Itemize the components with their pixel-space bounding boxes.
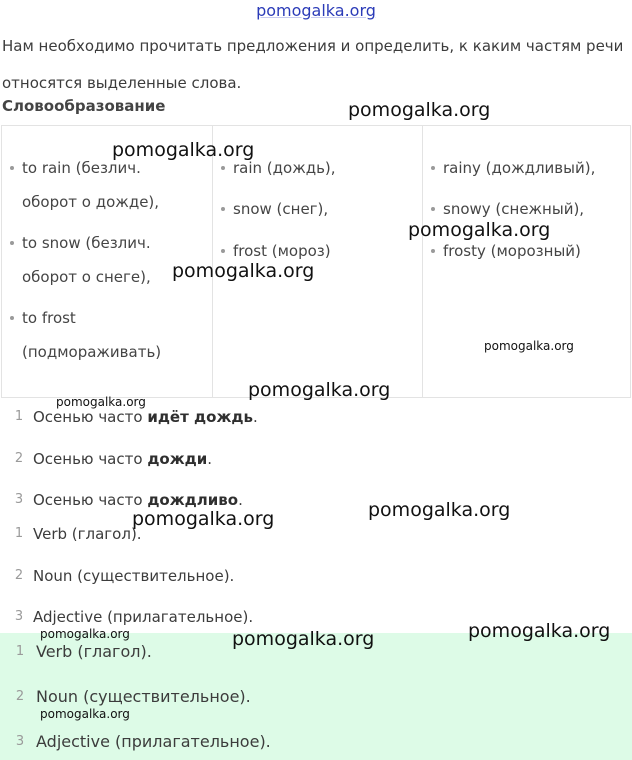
watermark: pomogalka.org [348,99,491,121]
watermark: pomogalka.org [132,508,275,530]
watermark: pomogalka.org [484,339,574,353]
list-item: frosty (морозный) [443,234,626,268]
highlighted-word: идёт дождь [147,408,253,426]
list-item: rain (дождь), [233,151,416,185]
item-number: 3 [14,492,24,507]
item-number: 1 [15,644,25,659]
watermark: pomogalka.org [408,219,551,241]
watermark: pomogalka.org [112,139,255,161]
answer-block: 1 Verb (глагол). 2 Noun (существительное). 3 Adjective (прилагательное). [0,633,632,760]
section-title: Словообразование [2,97,166,115]
item-number: 1 [14,409,24,424]
list-item: to rain (безлич. оборот о дожде), [22,151,206,219]
highlighted-word: дожди [147,450,208,468]
watermark: pomogalka.org [232,628,375,650]
item-number: 2 [15,689,25,704]
table-column-adjectives [422,126,632,397]
highlighted-word: дождливо [147,491,239,509]
watermark: pomogalka.org [40,627,130,641]
watermark: pomogalka.org [368,499,511,521]
list-item: to frost (подмораживать) [22,301,206,369]
list-item: snow (снег), [233,192,416,226]
item-number: 3 [14,609,24,624]
watermark: pomogalka.org [172,260,315,282]
list-item: to snow (безлич. оборот о снеге), [22,226,206,294]
list-item: rainy (дождливый), [443,151,626,185]
watermark: pomogalka.org [56,395,146,409]
watermark: pomogalka.org [248,379,391,401]
watermark: pomogalka.org [468,620,611,642]
item-number: 1 [14,526,24,541]
list-item: snowy (снежный), [443,192,626,226]
item-number: 3 [15,734,25,749]
watermark: pomogalka.org [40,707,130,721]
site-header-link[interactable]: pomogalka.org [256,1,376,20]
list-item: frost (мороз) [233,234,416,268]
word-formation-table [1,125,631,398]
intro-text: Нам необходимо прочитать предложения и определить, к каким частям речи относятся выделенные слова. [2,37,624,92]
item-number: 2 [14,568,24,583]
item-number: 2 [14,451,24,466]
